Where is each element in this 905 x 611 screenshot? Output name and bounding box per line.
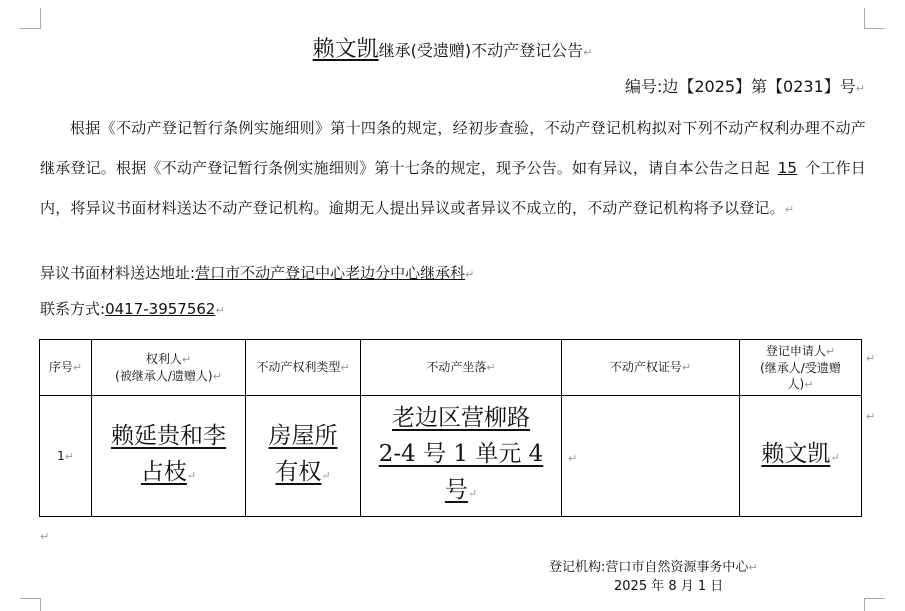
registration-org: 登记机构:营口市自然资源事务中心↵	[549, 560, 758, 575]
objection-address-line	[40, 262, 474, 283]
paragraph-mark-icon: ↵	[855, 82, 865, 95]
header-cert-no: 不动产权证号↵	[562, 340, 740, 396]
header-right-type: 不动产权利类型↵	[246, 340, 361, 396]
crop-mark-bottom-left	[20, 598, 41, 611]
crop-mark-top-right	[864, 8, 885, 29]
table-header-row	[40, 340, 862, 396]
paragraph-mark-icon: ↵	[784, 203, 795, 216]
contact-label: 联系方式:	[40, 300, 106, 318]
cell-seq: 1↵	[40, 396, 92, 517]
cell-right-type: 房屋所 有权↵	[246, 396, 361, 517]
cell-cert-no: ↵	[562, 396, 740, 517]
body-part2: 个工作日内，将异议书面材料送达不动产登记机构。逾期无人提出异议或者异议不成立的，不动产登记机构将予以登记。	[40, 159, 866, 217]
header-location: 不动产坐落↵	[361, 340, 562, 396]
body-part1: 根据《不动产登记暂行条例实施细则》第十四条的规定，经初步查验，不动产登记机构拟对下列不动产权利办理不动产继承登记。根据《不动产登记暂行条例实施细则》第十七条的规定，现予公告。如有异议，请自本公告之日起	[40, 119, 866, 177]
notice-body	[40, 108, 866, 230]
title-text: 继承(受遗赠)不动产登记公告	[378, 41, 584, 60]
row-end-mark-icon: ↵	[866, 410, 876, 423]
contact-phone: 0417-3957562	[105, 300, 216, 318]
header-holder: 权利人↵ (被继承人/遗赠人)↵	[92, 340, 246, 396]
cell-holder: 赖延贵和李 占枝↵	[92, 396, 246, 517]
cell-location: 老边区营柳路 2-4 号 1 单元 4 号↵	[361, 396, 562, 517]
registration-table	[39, 339, 862, 517]
cell-applicant: 赖文凯↵	[740, 396, 862, 517]
objection-label: 异议书面材料送达地址:	[40, 264, 196, 282]
row-end-mark-icon: ↵	[866, 352, 876, 365]
paragraph-mark-icon: ↵	[583, 46, 593, 59]
notice-date: 2025 年 8 月 1 日	[614, 579, 724, 594]
crop-mark-top-left	[20, 8, 41, 29]
paragraph-mark-icon: ↵	[215, 304, 225, 317]
objection-address: 营口市不动产登记中心老边分中心继承科	[195, 264, 466, 282]
table-row	[40, 396, 862, 517]
crop-mark-bottom-right	[864, 598, 885, 611]
document-number: 编号:边【2025】第【0231】号↵	[624, 77, 865, 96]
contact-line	[40, 298, 225, 319]
header-seq: 序号↵	[40, 340, 92, 396]
paragraph-mark-icon: ↵	[465, 268, 475, 281]
paragraph-mark-icon: ↵	[40, 530, 50, 543]
notice-title	[0, 32, 905, 63]
header-applicant: 登记申请人↵ (继承人/受遗赠 人)↵	[740, 340, 862, 396]
applicant-name-title: 赖文凯	[312, 37, 379, 62]
working-days: 15	[777, 159, 798, 177]
